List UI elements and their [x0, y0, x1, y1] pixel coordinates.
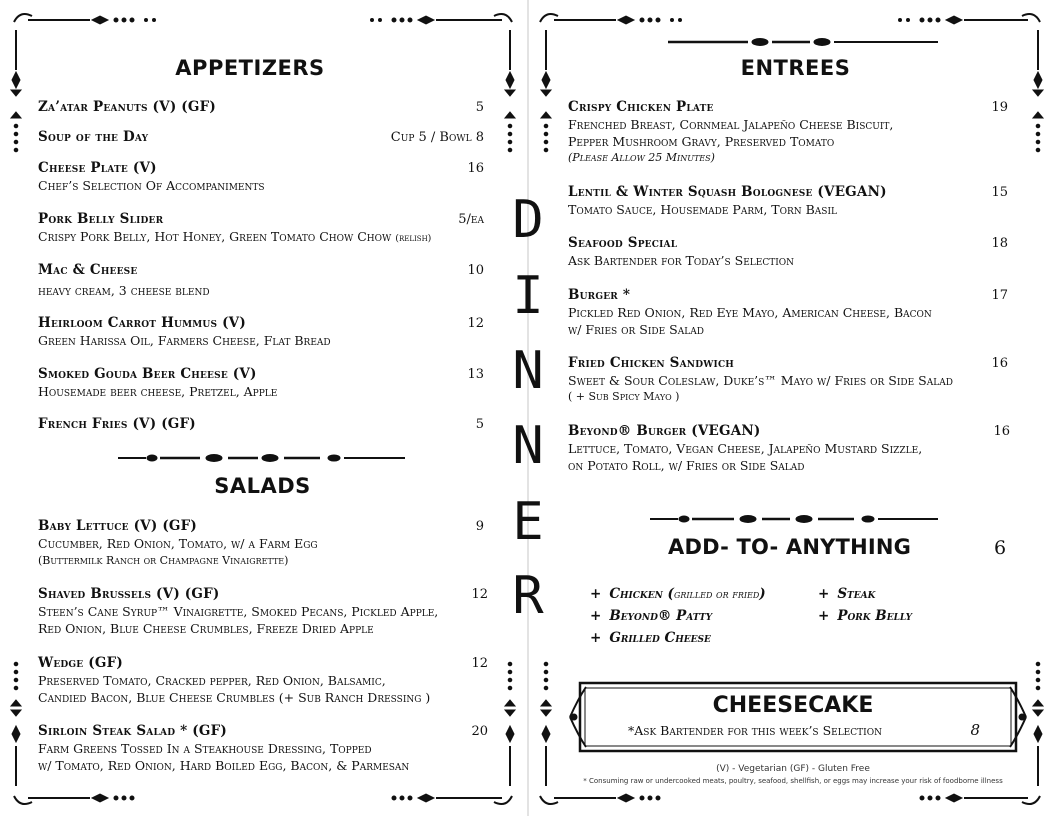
- item-description-line-2: on Potato Roll, w/ Fries or Side Salad: [568, 458, 805, 473]
- item-description: Farm Greens Tossed In a Steakhouse Dressing, Topped: [38, 741, 372, 756]
- cheesecake-price: 8: [970, 721, 980, 739]
- plus-icon: +: [818, 586, 830, 602]
- item-price: 15: [991, 185, 1008, 200]
- item-note: ( + Sub Spicy Mayo ): [568, 390, 680, 403]
- item-description: Lettuce, Tomato, Vegan Cheese, Jalapeño Mustard Sizzle,: [568, 441, 923, 456]
- addon-sublabel: grilled or fried: [673, 587, 760, 601]
- salads-heading: SALADS: [214, 474, 311, 498]
- item-price: 12: [471, 587, 488, 602]
- add-to-anything-heading: ADD- TO- ANYTHING: [668, 535, 912, 559]
- dinner-letter-e: E: [512, 492, 544, 552]
- item-name: Wedge (GF): [38, 655, 123, 671]
- dinner-letter-r: R: [512, 566, 544, 626]
- item-description: Green Harissa Oil, Farmers Cheese, Flat Bread: [38, 333, 331, 348]
- menu-item-seafood-special: [568, 235, 1016, 269]
- dinner-letter-d: D: [512, 190, 544, 250]
- item-description-main: Crispy Pork Belly, Hot Honey, Green Tomato Chow Chow: [38, 229, 392, 244]
- item-name: Pork Belly Slider: [38, 211, 164, 227]
- item-description: Steen’s Cane Syrup™ Vinaigrette, Smoked Pecans, Pickled Apple,: [38, 604, 439, 619]
- plus-icon: +: [590, 586, 602, 602]
- menu-item-baby-lettuce: [38, 518, 488, 569]
- item-description-line-2: (Buttermilk Ranch or Champagne Vinaigrette): [38, 554, 289, 567]
- menu-item-shaved-brussels: [38, 586, 488, 637]
- item-name: Mac & Cheese: [38, 262, 138, 278]
- item-name: Fried Chicken Sandwich: [568, 355, 735, 371]
- menu-item-wedge: [38, 655, 488, 706]
- menu-item-heirloom-carrot-hummus: [38, 315, 488, 349]
- item-description: Housemade beer cheese, Pretzel, Apple: [38, 384, 278, 399]
- item-name: Smoked Gouda Beer Cheese (V): [38, 366, 257, 382]
- item-name: Baby Lettuce (V) (GF): [38, 518, 198, 534]
- item-price: 13: [467, 367, 484, 382]
- menu-item-mac-and-cheese: [38, 262, 488, 299]
- menu-item-crispy-chicken-plate: [568, 99, 1016, 165]
- item-price: 9: [475, 519, 484, 534]
- menu-item-burger: [568, 287, 1016, 338]
- menu-item-zaatar-peanuts: [38, 99, 488, 116]
- add-to-anything-price: 6: [994, 537, 1007, 559]
- item-name: Cheese Plate (V): [38, 160, 157, 176]
- food-safety-warning: * Consuming raw or undercooked meats, poultry, seafood, shellfish, or eggs may increase your risk of foodborne illness: [583, 777, 1003, 785]
- item-name: Sirloin Steak Salad * (GF): [38, 723, 227, 739]
- item-price: 10: [467, 263, 484, 278]
- item-price: Cup 5 / Bowl 8: [390, 130, 484, 145]
- plus-icon: +: [818, 608, 830, 624]
- item-name: Beyond® Burger (VEGAN): [568, 423, 761, 439]
- item-name: Seafood Special: [568, 235, 678, 251]
- item-description: Preserved Tomato, Cracked pepper, Red Onion, Balsamic,: [38, 673, 386, 688]
- item-price: 12: [467, 316, 484, 331]
- item-price: 16: [993, 424, 1010, 439]
- item-description: Cucumber, Red Onion, Tomato, w/ a Farm Egg: [38, 536, 318, 551]
- addon-chicken: [590, 586, 766, 602]
- item-name: Crispy Chicken Plate: [568, 99, 714, 115]
- menu-item-lentil-winter-squash-bolognese: [568, 184, 1016, 218]
- addon-label: Beyond® Patty: [609, 608, 713, 624]
- item-description-line-2: w/ Fries or Side Salad: [568, 322, 704, 337]
- item-description: heavy cream, 3 cheese blend: [38, 283, 210, 298]
- item-price: 5: [475, 417, 484, 432]
- addon-label: Grilled Cheese: [609, 630, 711, 646]
- item-price: 16: [991, 356, 1008, 371]
- item-note: (Please Allow 25 Minutes): [568, 151, 715, 164]
- menu-item-soup-of-the-day: [38, 129, 488, 146]
- dietary-legend: (V) - Vegetarian (GF) - Gluten Free: [716, 764, 870, 774]
- item-name: French Fries (V) (GF): [38, 416, 196, 432]
- addon-label: Steak: [837, 586, 876, 602]
- dinner-letter-n-second: N: [512, 416, 544, 476]
- item-name: Za’atar Peanuts (V) (GF): [38, 99, 216, 115]
- menu-item-beyond-burger: [568, 423, 1016, 474]
- menu-item-pork-belly-slider: [38, 211, 488, 247]
- item-price: 18: [991, 236, 1008, 251]
- item-description: [38, 228, 488, 247]
- addon-beyond-patty: [590, 608, 712, 624]
- menu-item-fried-chicken-sandwich: [568, 355, 1016, 404]
- item-price: 19: [991, 100, 1008, 115]
- cheesecake-heading: CHEESECAKE: [712, 693, 874, 718]
- addon-pork-belly: [818, 608, 912, 624]
- item-name: Lentil & Winter Squash Bolognese (VEGAN): [568, 184, 887, 200]
- item-description: Pickled Red Onion, Red Eye Mayo, American Cheese, Bacon: [568, 305, 932, 320]
- appetizers-heading: APPETIZERS: [175, 56, 325, 80]
- cheesecake-panel: [568, 681, 1018, 753]
- addon-label: Chicken (: [609, 586, 674, 602]
- item-price: 20: [471, 724, 488, 739]
- item-description: Ask Bartender for Today’s Selection: [568, 253, 795, 268]
- item-description-line-2: Pepper Mushroom Gravy, Preserved Tomato: [568, 134, 835, 149]
- item-description: Frenched Breast, Cornmeal Jalapeño Cheese Biscuit,: [568, 117, 894, 132]
- addon-label: Pork Belly: [837, 608, 913, 624]
- item-name: Soup of the Day: [38, 129, 149, 145]
- item-price: 17: [991, 288, 1008, 303]
- addon-steak: [818, 586, 875, 602]
- plus-icon: +: [590, 630, 602, 646]
- item-price: 16: [467, 161, 484, 176]
- menu-item-french-fries: [38, 416, 488, 433]
- item-description: Tomato Sauce, Housemade Parm, Torn Basil: [568, 202, 837, 217]
- item-price: 12: [471, 656, 488, 671]
- menu-item-smoked-gouda-beer-cheese: [38, 366, 488, 400]
- dinner-letter-n-first: N: [512, 341, 544, 401]
- dinner-letter-i: I: [512, 266, 544, 326]
- item-name: Shaved Brussels (V) (GF): [38, 586, 220, 602]
- menu-item-sirloin-steak-salad: [38, 723, 488, 774]
- addon-grilled-cheese: [590, 630, 711, 646]
- item-description: Sweet & Sour Coleslaw, Duke’s™ Mayo w/ Fries or Side Salad: [568, 373, 953, 388]
- menu-item-cheese-plate: [38, 160, 488, 194]
- item-description-line-2: Candied Bacon, Blue Cheese Crumbles (+ Sub Ranch Dressing ): [38, 690, 431, 705]
- cheesecake-description: *Ask Bartender for this week’s Selection: [628, 723, 882, 738]
- addon-label-close: ): [759, 586, 766, 602]
- item-price: 5: [475, 100, 484, 115]
- item-name: Burger *: [568, 287, 631, 303]
- item-price: 5/ea: [458, 212, 484, 227]
- item-name: Heirloom Carrot Hummus (V): [38, 315, 246, 331]
- item-description: Chef’s Selection Of Accompaniments: [38, 178, 265, 193]
- plus-icon: +: [590, 608, 602, 624]
- entrees-heading: ENTREES: [740, 56, 851, 80]
- item-description-line-2: w/ Tomato, Red Onion, Hard Boiled Egg, Bacon, & Parmesan: [38, 758, 410, 773]
- item-description-note: (relish): [395, 233, 432, 244]
- item-description-line-2: Red Onion, Blue Cheese Crumbles, Freeze Dried Apple: [38, 621, 374, 636]
